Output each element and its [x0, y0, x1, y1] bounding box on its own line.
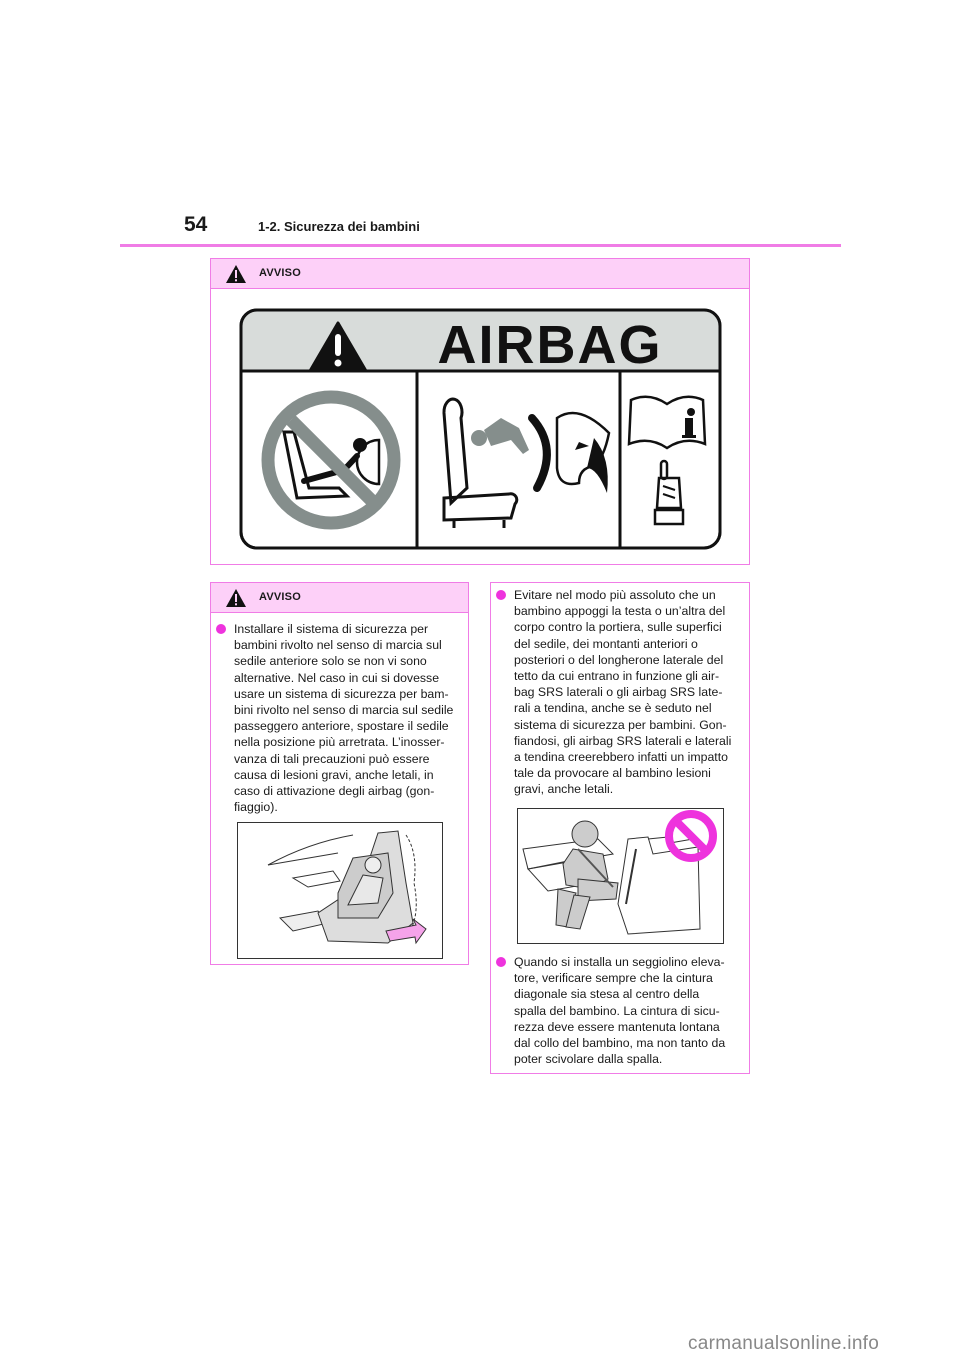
text-line: a tendina creerebbero infatti un impatto — [514, 750, 728, 765]
text-line: passeggero anteriore, spostare il sedile — [234, 719, 449, 734]
warning-box-header — [211, 583, 468, 613]
text-line: rezza deve essere mantenuta lontana — [514, 1019, 720, 1034]
text-line: fiaggio). — [234, 800, 278, 815]
text-line: rali a tendina, anche se è seduto nel — [514, 701, 712, 716]
header-divider — [120, 244, 841, 247]
page-number: 54 — [184, 213, 208, 236]
text-line: del sedile, dei montanti anteriori o — [514, 636, 698, 651]
text-line: poter scivolare dalla spalla. — [514, 1052, 663, 1067]
warning-box-front-seat — [210, 582, 469, 965]
text-line: vanza di tali precauzioni può essere — [234, 751, 430, 766]
text-line: tore, verificare sempre che la cintura — [514, 971, 713, 986]
text-line: posteriori o del longherone laterale del — [514, 652, 724, 667]
text-line: nella posizione più arretrata. L’inosser- — [234, 735, 445, 750]
warning-triangle-icon — [225, 588, 247, 608]
caution-paragraph — [491, 954, 749, 1067]
bullet-icon — [216, 624, 226, 634]
child-on-booster-seat-illustration — [517, 808, 724, 944]
warning-label: AVVISO — [259, 591, 301, 603]
text-line: bini rivolto nel senso di marcia sul sedile — [234, 703, 454, 718]
airbag-warning-label — [239, 308, 722, 550]
text-line: sistema di sicurezza per bambini. Gon- — [514, 717, 727, 732]
caution-box-side-airbag — [490, 582, 750, 1074]
warning-box-header — [211, 259, 749, 289]
svg-text:AIRBAG: AIRBAG — [437, 315, 663, 375]
warning-box-airbag-label — [210, 258, 750, 565]
bullet-icon — [496, 957, 506, 967]
text-line: dal collo del bambino, ma non tanto da — [514, 1036, 726, 1051]
warning-triangle-icon — [225, 264, 247, 284]
warning-label: AVVISO — [259, 267, 301, 279]
caution-paragraph — [491, 587, 749, 798]
text-line: fiandosi, gli airbag SRS laterali e laterali — [514, 733, 732, 748]
text-line: diagonale sia stesa al centro della — [514, 987, 700, 1002]
text-line: usare un sistema di sicurezza per bam- — [234, 686, 449, 701]
text-line: bambino appoggi la testa o un’altra del — [514, 604, 726, 619]
watermark: carmanualsonline.info — [688, 1333, 880, 1354]
text-line: Installare il sistema di sicurezza per — [234, 622, 429, 636]
text-line: alternative. Nel caso in cui si dovesse — [234, 670, 440, 685]
text-line: Quando si installa un seggiolino eleva- — [514, 955, 725, 969]
text-line: bambini rivolto nel senso di marcia sul — [234, 638, 442, 653]
text-line: causa di lesioni gravi, anche letali, in — [234, 767, 434, 782]
text-line: corpo contro la portiera, sulle superfici — [514, 620, 722, 635]
text-line: tale da provocare al bambino lesioni — [514, 766, 711, 781]
text-line: tetto da cui entrano in funzione gli air- — [514, 669, 720, 684]
bullet-icon — [496, 590, 506, 600]
text-line: gravi, anche letali. — [514, 782, 614, 797]
text-line: caso di attivazione degli airbag (gon- — [234, 784, 435, 799]
warning-paragraph — [211, 621, 468, 815]
text-line: sedile anteriore solo se non vi sono — [234, 654, 427, 669]
text-line: bag SRS laterali o gli airbag SRS late- — [514, 685, 723, 700]
text-line: spalla del bambino. La cintura di sicu- — [514, 1003, 720, 1018]
section-title: 1-2. Sicurezza dei bambini — [258, 219, 420, 234]
forward-facing-child-seat-illustration — [237, 822, 443, 959]
text-line: Evitare nel modo più assoluto che un — [514, 588, 716, 602]
